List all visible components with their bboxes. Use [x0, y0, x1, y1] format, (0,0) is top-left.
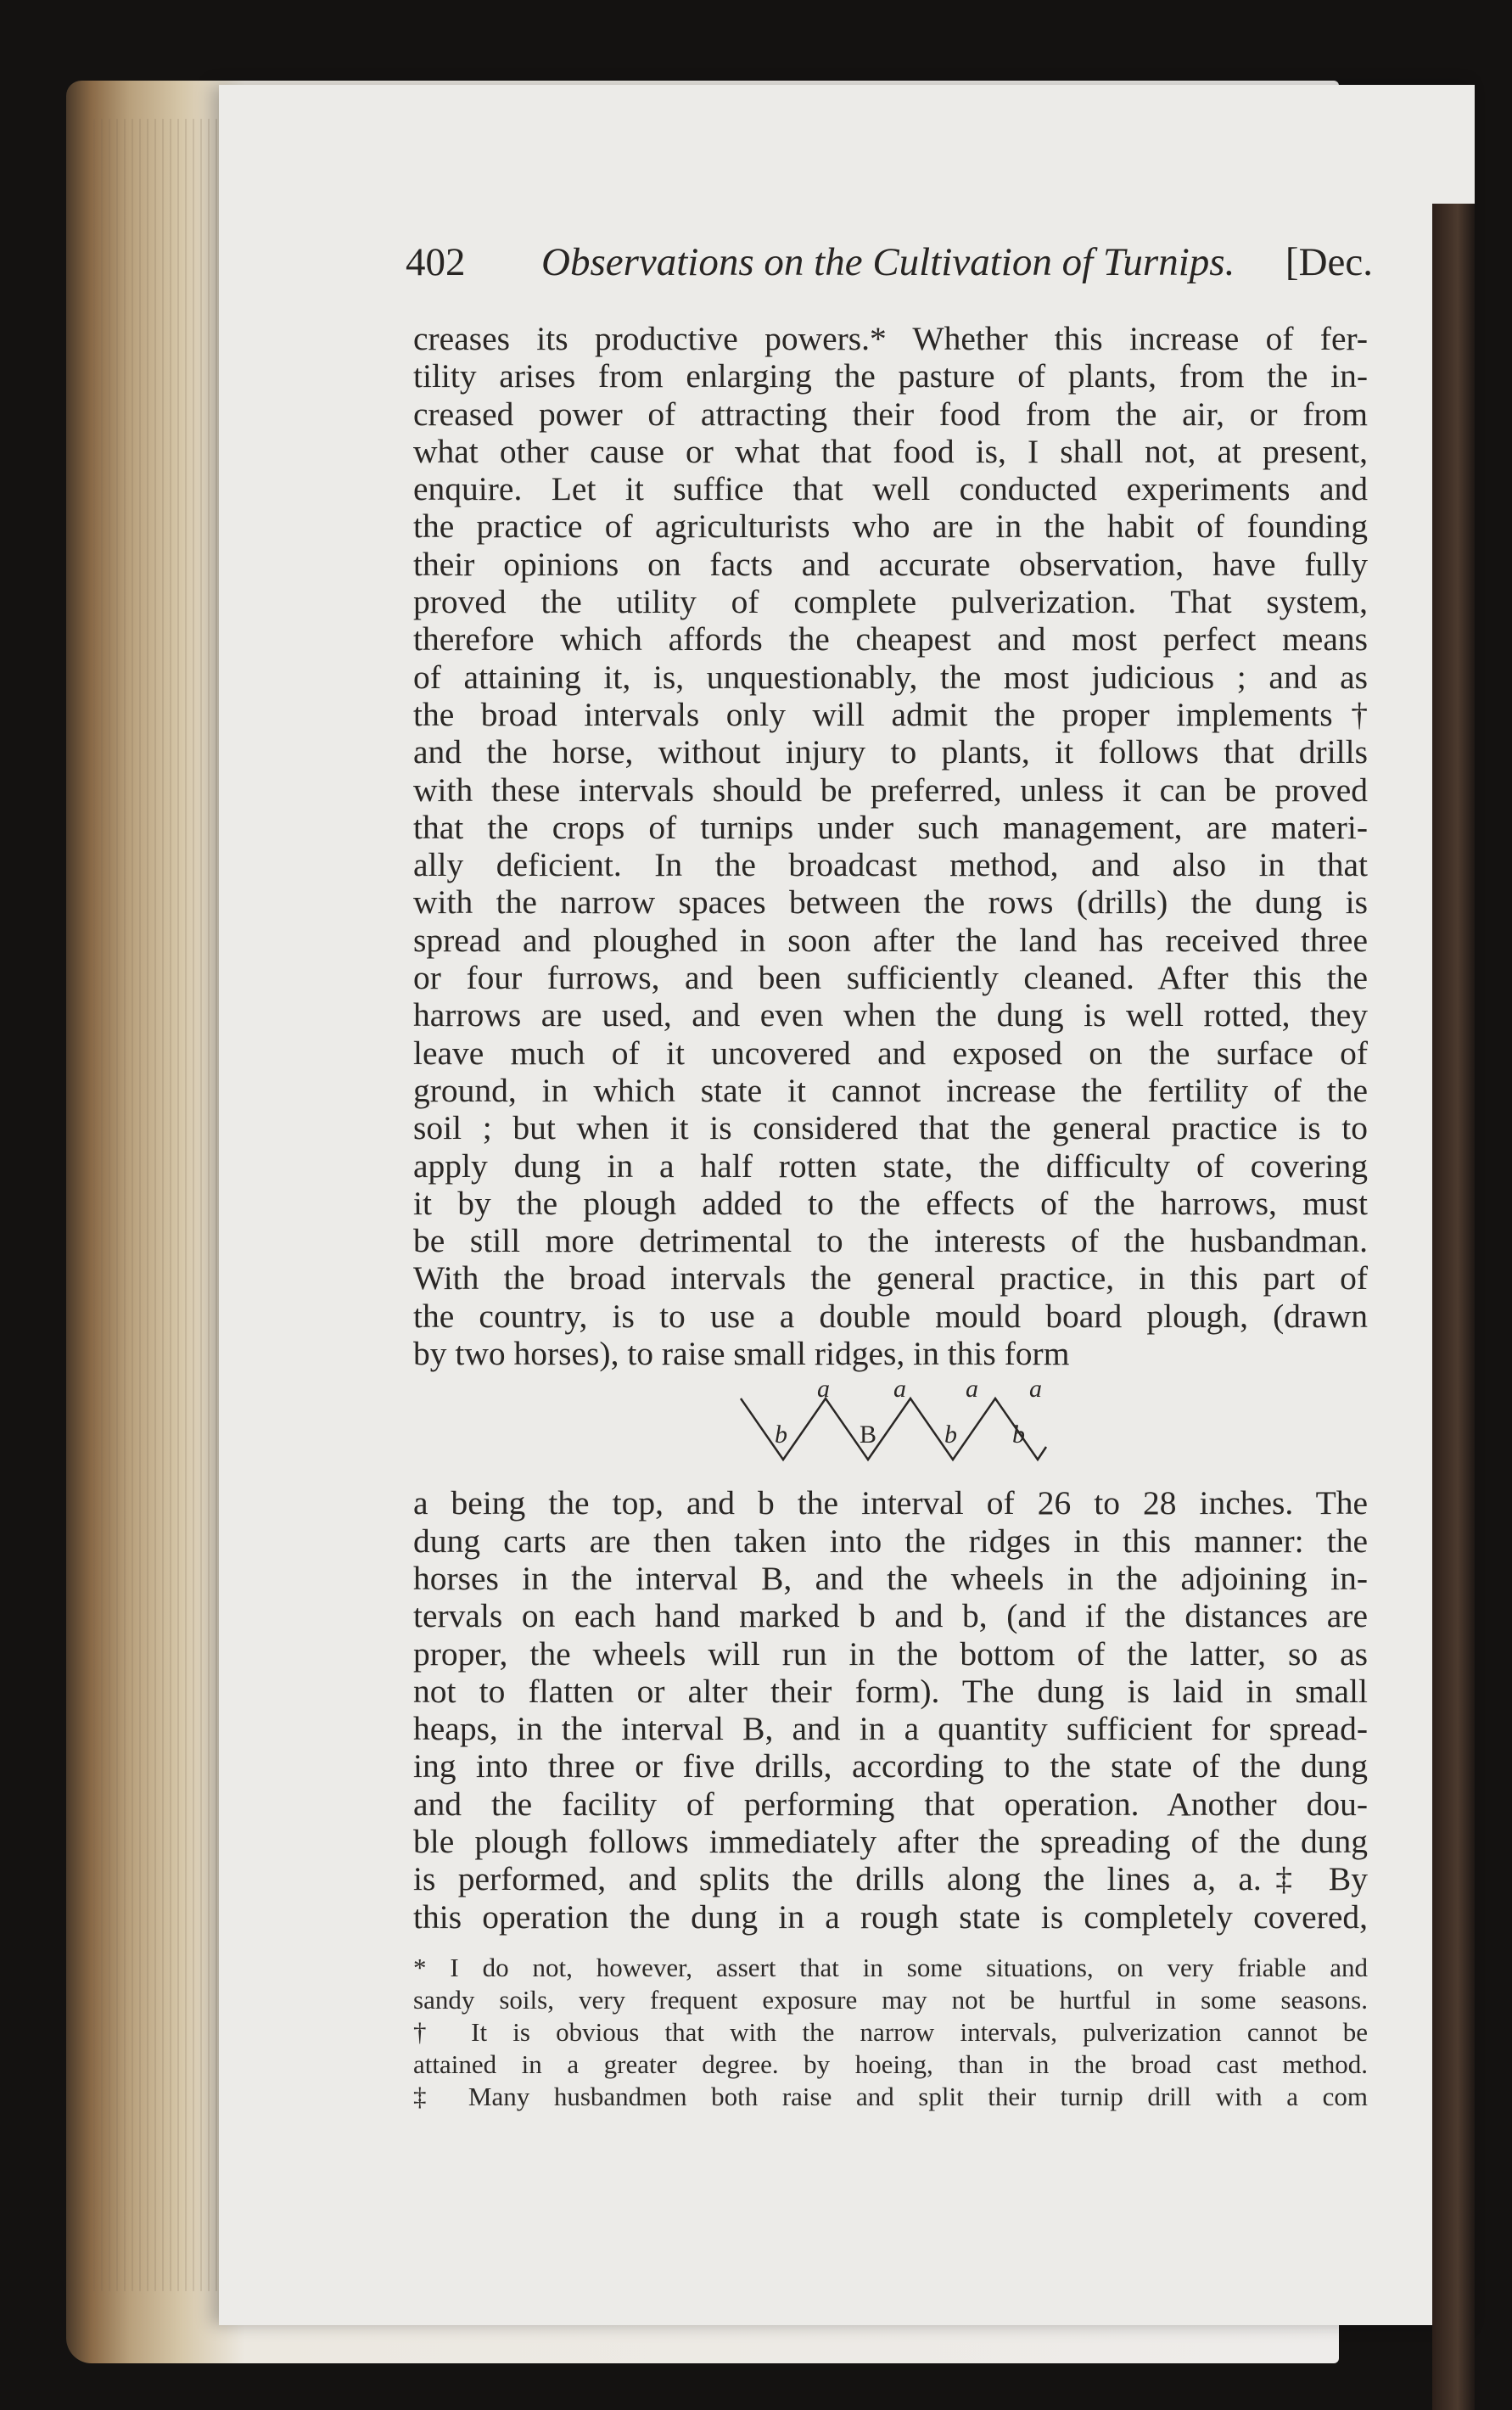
text-line: ground, in which state it cannot increase the fertility of the: [413, 1071, 1368, 1109]
text-line: heaps, in the interval B, and in a quantity sufficient for spread-: [413, 1710, 1368, 1748]
text-line: the country, is to use a double mould board plough, (drawn: [413, 1297, 1368, 1335]
text-line: it by the plough added to the effects of the harrows, must: [413, 1184, 1368, 1222]
text-line: horses in the interval B, and the wheels in the adjoining in-: [413, 1559, 1368, 1597]
footnotes: [413, 1952, 1368, 2113]
running-header: [406, 239, 1373, 299]
figure-label-B: B: [860, 1421, 877, 1449]
figure-label-b: b: [775, 1421, 787, 1449]
body-text: [413, 320, 1368, 1936]
header-month: [Dec.: [1285, 240, 1373, 284]
text-line: that the crops of turnips under such management, are materi-: [413, 808, 1368, 846]
text-line: not to flatten or alter their form). The dung is laid in small: [413, 1672, 1368, 1710]
text-line: spread and ploughed in soon after the land has received three: [413, 921, 1368, 959]
figure-label-b: b: [1012, 1421, 1025, 1449]
text-line: proper, the wheels will run in the bottom of the latter, so as: [413, 1634, 1368, 1673]
figure-label-a: a: [893, 1375, 906, 1403]
text-line: apply dung in a half rotten state, the difficulty of covering: [413, 1146, 1368, 1185]
text-line: with the narrow spaces between the rows (drills) the dung is: [413, 883, 1368, 922]
footnote-line: attained in a greater degree. by hoeing, than in the broad cast method.: [413, 2049, 1368, 2079]
text-line: by two horses), to raise small ridges, in this form: [413, 1335, 1070, 1373]
text-line: what other cause or what that food is, I shall not, at present,: [413, 432, 1368, 470]
figure-label-b: b: [944, 1421, 957, 1449]
running-title: Observations on the Cultivation of Turnips.: [541, 240, 1235, 284]
text-line: the practice of agriculturists who are in the habit of founding: [413, 507, 1368, 546]
text-line: this operation the dung in a rough state is completely covered,: [413, 1897, 1368, 1936]
text-line: the broad intervals only will admit the proper implements†: [413, 695, 1368, 733]
text-line: and the facility of performing that operation. Another dou-: [413, 1785, 1368, 1823]
text-line: be still more detrimental to the interests of the husbandman.: [413, 1222, 1368, 1260]
text-line: With the broad intervals the general practice, in this part of: [413, 1259, 1368, 1297]
text-line: ble plough follows immediately after the spreading of the dung: [413, 1822, 1368, 1860]
text-line: proved the utility of complete pulverization. That system,: [413, 583, 1368, 621]
text-line: leave much of it uncovered and exposed on the surface of: [413, 1034, 1368, 1072]
text-line: dung carts are then taken into the ridges in this manner: the: [413, 1522, 1368, 1560]
footnote-line: † It is obvious that with the narrow intervals, pulverization cannot be: [413, 2017, 1368, 2047]
text-line: is performed, and splits the drills along the lines a, a.‡ By: [413, 1860, 1368, 1898]
figure-label-a: a: [817, 1375, 830, 1403]
page-edges: [93, 119, 221, 2291]
facing-page-edge: [1432, 204, 1475, 2410]
text-line: harrows are used, and even when the dung is well rotted, they: [413, 996, 1368, 1034]
text-line: and the horse, without injury to plants, it follows that drills: [413, 733, 1368, 771]
text-line: with these intervals should be preferred, unless it can be proved: [413, 771, 1368, 809]
text-line: or four furrows, and been sufficiently cleaned. After this the: [413, 959, 1368, 997]
text-line: therefore which affords the cheapest and most perfect means: [413, 620, 1368, 659]
figure-label-a: a: [966, 1375, 978, 1403]
text-line: a being the top, and b the interval of 26 to 28 inches. The: [413, 1484, 1368, 1522]
footnote-line: sandy soils, very frequent exposure may not be hurtful in some seasons.: [413, 1985, 1368, 2015]
ridge-diagram: [732, 1375, 1055, 1468]
footnote-line: * I do not, however, assert that in some situations, on very friable and: [413, 1953, 1368, 1982]
text-line: their opinions on facts and accurate observation, have fully: [413, 545, 1368, 583]
text-line: creased power of attracting their food from the air, or from: [413, 395, 1368, 433]
text-line: ing into three or five drills, according to the state of the dung: [413, 1747, 1368, 1785]
text-line: creases its productive powers.* Whether this increase of fer-: [413, 320, 1368, 357]
footnote-line: ‡ Many husbandmen both raise and split their turnip drill with a com: [413, 2082, 1368, 2111]
text-line: tervals on each hand marked b and b, (and if the distances are: [413, 1597, 1368, 1635]
text-line: tility arises from enlarging the pasture of plants, from the in-: [413, 357, 1368, 395]
figure-label-a: a: [1029, 1375, 1042, 1403]
text-line: ally deficient. In the broadcast method, and also in that: [413, 846, 1368, 884]
text-line: of attaining it, is, unquestionably, the most judicious ; and as: [413, 658, 1368, 696]
text-line: soil ; but when it is considered that the general practice is to: [413, 1109, 1368, 1147]
text-line: enquire. Let it suffice that well conducted experiments and: [413, 470, 1368, 508]
page-number: 402: [406, 240, 466, 284]
